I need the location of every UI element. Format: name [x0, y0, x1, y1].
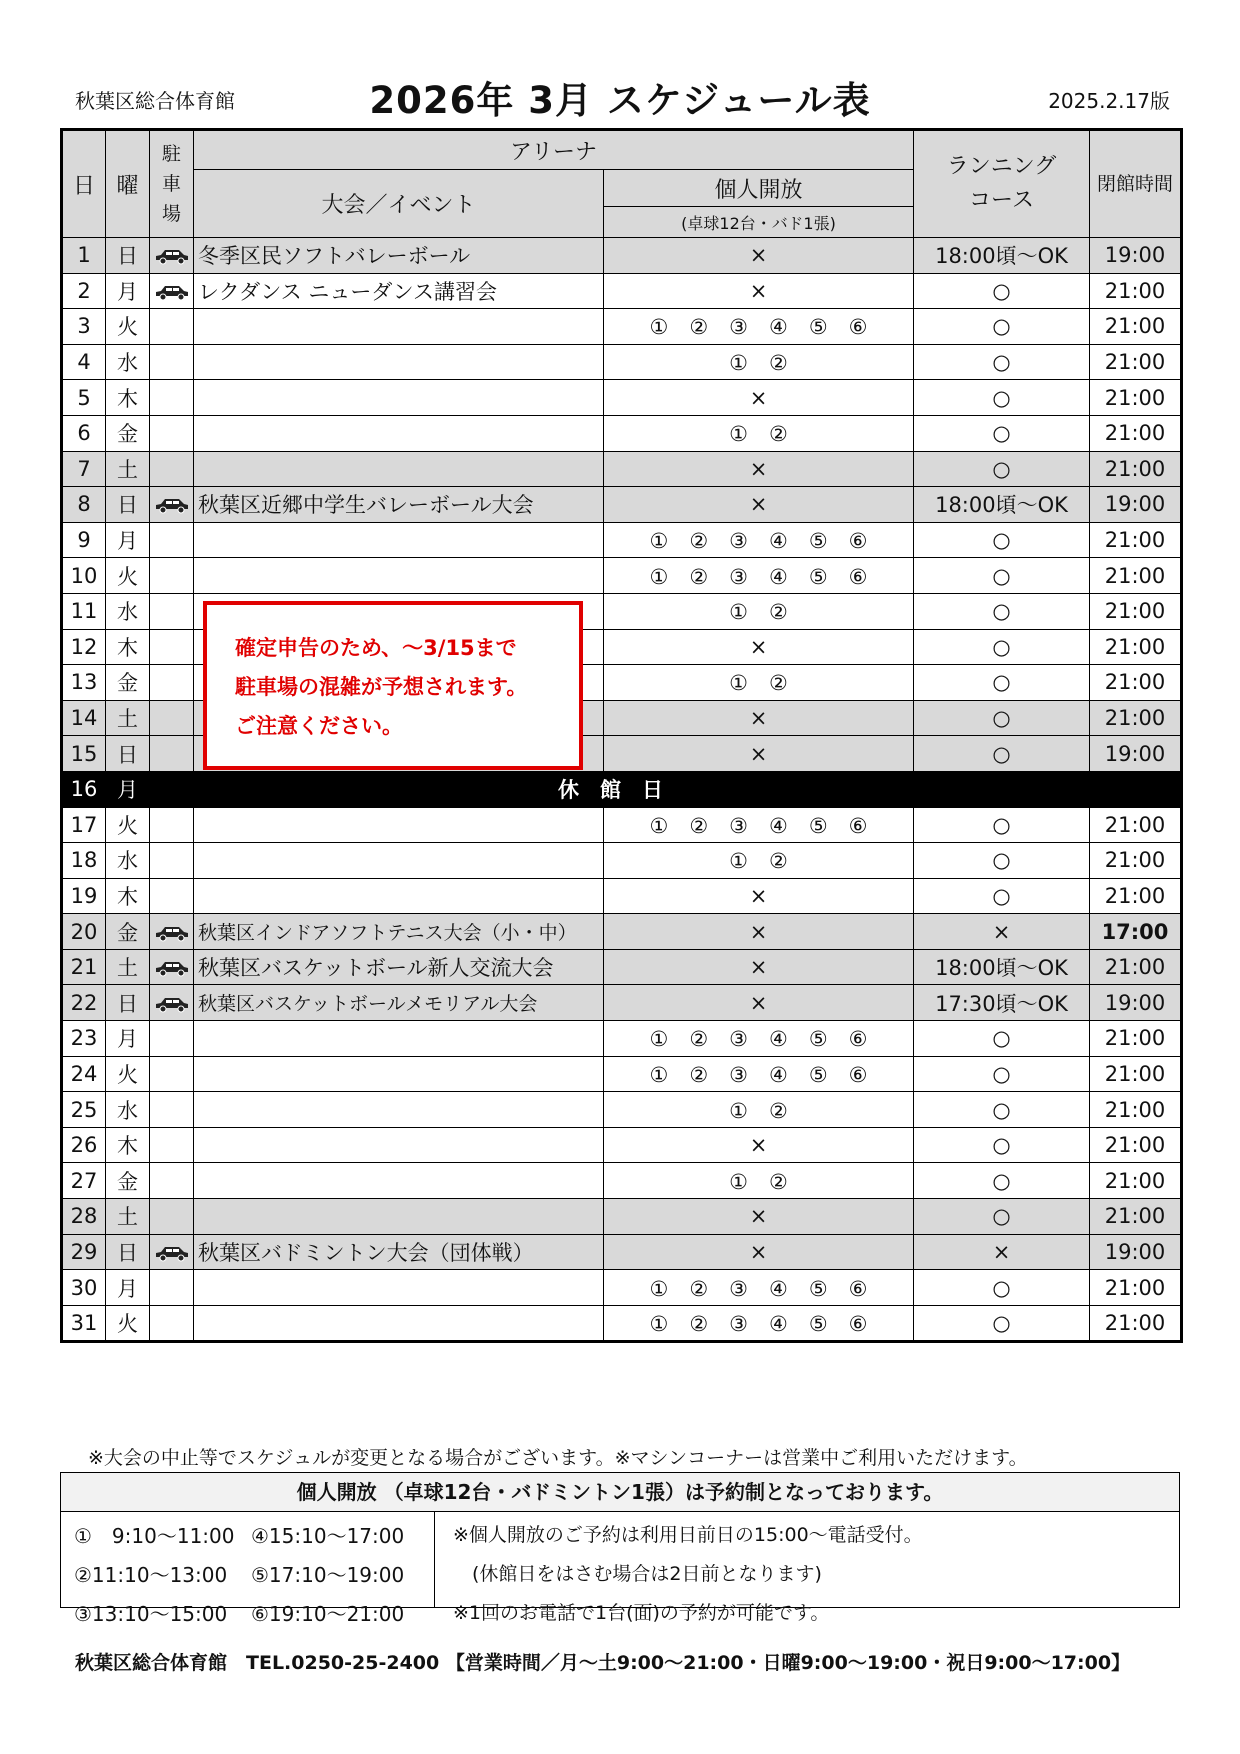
cell-weekday: 月 — [106, 1021, 150, 1057]
cell-open: × — [604, 451, 914, 487]
table-row — [62, 238, 1182, 274]
cell-event — [194, 1056, 604, 1092]
cell-weekday: 土 — [106, 1199, 150, 1235]
cell-running: ○ — [914, 344, 1090, 380]
cell-day: 23 — [62, 1021, 106, 1057]
table-row — [62, 949, 1182, 985]
cell-event — [194, 1270, 604, 1306]
table-row — [62, 1056, 1182, 1092]
cell-event — [194, 451, 604, 487]
cell-running: ○ — [914, 1199, 1090, 1235]
cell-day: 9 — [62, 522, 106, 558]
reservation-box — [60, 1472, 1180, 1626]
cell-closing: 21:00 — [1090, 1270, 1182, 1306]
cell-event — [194, 1127, 604, 1163]
notice-line: ご注意ください。 — [235, 714, 403, 738]
cell-day: 2 — [62, 273, 106, 309]
cell-closing: 21:00 — [1090, 843, 1182, 879]
cell-closing: 19:00 — [1090, 985, 1182, 1021]
cell-running: ○ — [914, 558, 1090, 594]
cell-day: 14 — [62, 700, 106, 736]
reservation-notes — [453, 1511, 923, 1633]
cell-weekday: 金 — [106, 415, 150, 451]
cell-weekday: 水 — [106, 593, 150, 629]
cell-closing: 19:00 — [1090, 1234, 1182, 1270]
cell-day: 16 — [62, 771, 106, 807]
cell-closing: 21:00 — [1090, 1199, 1182, 1235]
cell-closing: 21:00 — [1090, 1163, 1182, 1199]
cell-event — [194, 380, 604, 416]
cell-parking — [150, 380, 194, 416]
cell-day: 6 — [62, 415, 106, 451]
table-row — [62, 309, 1182, 345]
cell-parking — [150, 878, 194, 914]
cell-open: × — [604, 949, 914, 985]
cell-parking — [150, 522, 194, 558]
cell-parking — [150, 914, 194, 950]
cell-closing: 21:00 — [1090, 665, 1182, 701]
cell-weekday: 金 — [106, 914, 150, 950]
cell-day: 28 — [62, 1199, 106, 1235]
cell-open: ① ② — [604, 1092, 914, 1128]
cell-day: 27 — [62, 1163, 106, 1199]
cell-running: ○ — [914, 1092, 1090, 1128]
table-row — [62, 878, 1182, 914]
table-row — [62, 807, 1182, 843]
cell-running: ○ — [914, 593, 1090, 629]
cell-weekday: 火 — [106, 807, 150, 843]
cell-open: × — [604, 380, 914, 416]
cell-running: ○ — [914, 843, 1090, 879]
cell-day: 15 — [62, 736, 106, 772]
cell-open: × — [604, 273, 914, 309]
cell-event — [194, 878, 604, 914]
car-icon — [153, 991, 191, 1015]
table-row — [62, 1092, 1182, 1128]
cell-parking — [150, 1092, 194, 1128]
cell-parking — [150, 1127, 194, 1163]
cell-weekday: 水 — [106, 843, 150, 879]
col-day: 日 — [62, 130, 106, 238]
table-row — [62, 415, 1182, 451]
cell-running: ○ — [914, 1163, 1090, 1199]
page-title: 2026年 3月 スケジュール表 — [369, 79, 871, 122]
cell-running: 17:30頃～OK — [914, 985, 1090, 1021]
cell-event: 秋葉区バドミントン大会（団体戦） — [194, 1234, 604, 1270]
cell-open: ① ② ③ ④ ⑤ ⑥ — [604, 1056, 914, 1092]
table-row — [62, 985, 1182, 1021]
cell-event — [194, 1092, 604, 1128]
cell-event — [194, 558, 604, 594]
cell-closing: 21:00 — [1090, 273, 1182, 309]
cell-closing: 17:00 — [1090, 914, 1182, 950]
cell-parking — [150, 309, 194, 345]
slot: ④15:10～17:00 — [251, 1524, 405, 1548]
cell-open: × — [604, 985, 914, 1021]
cell-open: × — [604, 736, 914, 772]
car-icon — [153, 492, 191, 516]
cell-day: 13 — [62, 665, 106, 701]
cell-running: × — [914, 914, 1090, 950]
table-row — [62, 914, 1182, 950]
cell-parking — [150, 238, 194, 274]
cell-open: ① ② ③ ④ ⑤ ⑥ — [604, 1021, 914, 1057]
time-slots — [61, 1511, 435, 1626]
cell-weekday: 月 — [106, 273, 150, 309]
car-icon — [153, 243, 191, 267]
cell-parking — [150, 487, 194, 523]
cell-running: ○ — [914, 807, 1090, 843]
table-row — [62, 487, 1182, 523]
cell-open: ① ② ③ ④ ⑤ ⑥ — [604, 1305, 914, 1342]
cell-weekday: 日 — [106, 487, 150, 523]
cell-event — [194, 807, 604, 843]
cell-day: 17 — [62, 807, 106, 843]
cell-weekday: 月 — [106, 771, 150, 807]
cell-weekday: 日 — [106, 1234, 150, 1270]
cell-weekday: 日 — [106, 238, 150, 274]
cell-closing: 19:00 — [1090, 487, 1182, 523]
cell-day: 29 — [62, 1234, 106, 1270]
table-row — [62, 1021, 1182, 1057]
cell-parking — [150, 1270, 194, 1306]
cell-parking — [150, 344, 194, 380]
cell-event: 秋葉区インドアソフトテニス大会（小・中） — [194, 914, 604, 950]
cell-day: 18 — [62, 843, 106, 879]
cell-running: ○ — [914, 415, 1090, 451]
cell-parking — [150, 1163, 194, 1199]
cell-weekday: 火 — [106, 309, 150, 345]
cell-open: × — [604, 914, 914, 950]
cell-open: × — [604, 238, 914, 274]
cell-weekday: 月 — [106, 1270, 150, 1306]
cell-event — [194, 843, 604, 879]
cell-open: ① ② — [604, 344, 914, 380]
cell-parking — [150, 1234, 194, 1270]
notice-line: 確定申告のため、～3/15まで — [235, 636, 517, 660]
cell-closing: 21:00 — [1090, 1056, 1182, 1092]
table-row — [62, 843, 1182, 879]
table-row — [62, 273, 1182, 309]
cell-closing: 21:00 — [1090, 309, 1182, 345]
cell-day: 25 — [62, 1092, 106, 1128]
cell-running: ○ — [914, 273, 1090, 309]
cell-open: × — [604, 878, 914, 914]
col-open-sub: (卓球12台・バド1張) — [604, 207, 914, 238]
cell-day: 5 — [62, 380, 106, 416]
cell-closing: 21:00 — [1090, 522, 1182, 558]
cell-parking — [150, 949, 194, 985]
cell-closing: 21:00 — [1090, 1305, 1182, 1342]
cell-event — [194, 1199, 604, 1235]
cell-closing: 19:00 — [1090, 736, 1182, 772]
cell-event — [194, 1305, 604, 1342]
cell-closing: 21:00 — [1090, 415, 1182, 451]
cell-closing: 21:00 — [1090, 593, 1182, 629]
reservation-note: (休館日をはさむ場合は2日前となります) — [453, 1563, 822, 1585]
cell-day: 1 — [62, 238, 106, 274]
table-row — [62, 1305, 1182, 1342]
cell-parking — [150, 700, 194, 736]
cell-closing: 21:00 — [1090, 1092, 1182, 1128]
cell-open: × — [604, 1127, 914, 1163]
cell-open: ① ② — [604, 665, 914, 701]
cell-weekday: 木 — [106, 878, 150, 914]
table-row — [62, 522, 1182, 558]
table-row — [62, 1199, 1182, 1235]
cell-open: × — [604, 700, 914, 736]
cell-weekday: 木 — [106, 380, 150, 416]
cell-day: 21 — [62, 949, 106, 985]
cell-open: ① ② — [604, 593, 914, 629]
table-row — [62, 771, 1182, 807]
reservation-note: ※個人開放のご予約は利用日前日の15:00～電話受付。 — [453, 1524, 923, 1546]
cell-closing: 21:00 — [1090, 629, 1182, 665]
cell-parking — [150, 273, 194, 309]
cell-parking — [150, 1021, 194, 1057]
table-row — [62, 1127, 1182, 1163]
cell-running: ○ — [914, 1305, 1090, 1342]
cell-weekday: 火 — [106, 1056, 150, 1092]
cell-weekday: 水 — [106, 344, 150, 380]
col-event: 大会／イベント — [194, 170, 604, 238]
car-icon — [153, 920, 191, 944]
table-row — [62, 558, 1182, 594]
cell-event: 冬季区民ソフトバレーボール — [194, 238, 604, 274]
table-row — [62, 1234, 1182, 1270]
cell-day: 26 — [62, 1127, 106, 1163]
cell-open: ① ② ③ ④ ⑤ ⑥ — [604, 807, 914, 843]
cell-closing: 21:00 — [1090, 878, 1182, 914]
cell-closing: 21:00 — [1090, 558, 1182, 594]
cell-event — [194, 1021, 604, 1057]
cell-weekday: 火 — [106, 1305, 150, 1342]
cell-day: 10 — [62, 558, 106, 594]
cell-running: ○ — [914, 629, 1090, 665]
cell-closing: 21:00 — [1090, 700, 1182, 736]
cell-parking — [150, 593, 194, 629]
cell-parking — [150, 665, 194, 701]
cell-running: 18:00頃～OK — [914, 238, 1090, 274]
cell-day: 19 — [62, 878, 106, 914]
cell-running: ○ — [914, 1056, 1090, 1092]
cell-parking — [150, 415, 194, 451]
cell-event — [194, 1163, 604, 1199]
cell-running: ○ — [914, 878, 1090, 914]
cell-parking — [150, 1056, 194, 1092]
slot-row — [74, 1517, 434, 1556]
cell-day: 7 — [62, 451, 106, 487]
footer-contact: 秋葉区総合体育館 TEL.0250-25-2400 【営業時間／月～土9:00～21:00・日曜9:00～19:00・祝日9:00～17:00】 — [75, 1652, 1131, 1674]
col-parking: 駐 車 場 — [150, 130, 194, 238]
cell-closing: 21:00 — [1090, 949, 1182, 985]
table-row — [62, 380, 1182, 416]
notice-line: 駐車場の混雑が予想されます。 — [235, 675, 528, 699]
cell-event — [194, 309, 604, 345]
table-row — [62, 1163, 1182, 1199]
cell-open: ① ② — [604, 1163, 914, 1199]
cell-open: ① ② ③ ④ ⑤ ⑥ — [604, 558, 914, 594]
slot: ① 9:10～11:00 — [74, 1524, 235, 1548]
cell-parking — [150, 985, 194, 1021]
cell-weekday: 金 — [106, 665, 150, 701]
slot: ③13:10～15:00 — [74, 1602, 228, 1626]
schedule-rows — [62, 238, 1182, 1342]
cell-day: 11 — [62, 593, 106, 629]
cell-open: × — [604, 487, 914, 523]
cell-parking — [150, 736, 194, 772]
cell-day: 30 — [62, 1270, 106, 1306]
cell-open: ① ② — [604, 843, 914, 879]
cell-event: 秋葉区バスケットボール新人交流大会 — [194, 949, 604, 985]
table-row — [62, 451, 1182, 487]
cell-weekday: 土 — [106, 451, 150, 487]
slot: ⑥19:10～21:00 — [251, 1602, 405, 1626]
cell-open: ① ② ③ ④ ⑤ ⑥ — [604, 1270, 914, 1306]
cell-open: ① ② ③ ④ ⑤ ⑥ — [604, 522, 914, 558]
col-arena: アリーナ — [194, 130, 914, 170]
cell-day: 22 — [62, 985, 106, 1021]
cell-running: × — [914, 1234, 1090, 1270]
cell-parking — [150, 629, 194, 665]
cell-event: 秋葉区バスケットボールメモリアル大会 — [194, 985, 604, 1021]
slot-row — [74, 1595, 434, 1634]
cell-weekday: 月 — [106, 522, 150, 558]
closed-day-label: 休 館 日 — [150, 771, 1182, 807]
cell-weekday: 土 — [106, 700, 150, 736]
cell-parking — [150, 843, 194, 879]
slot-row — [74, 1556, 434, 1595]
cell-event: 秋葉区近郷中学生バレーボール大会 — [194, 487, 604, 523]
cell-closing: 21:00 — [1090, 344, 1182, 380]
cell-running: ○ — [914, 1021, 1090, 1057]
cell-weekday: 火 — [106, 558, 150, 594]
cell-parking — [150, 807, 194, 843]
cell-parking — [150, 1305, 194, 1342]
cell-parking — [150, 451, 194, 487]
cell-closing: 21:00 — [1090, 807, 1182, 843]
cell-weekday: 日 — [106, 736, 150, 772]
col-running: ランニング コース — [914, 130, 1090, 238]
facility-name: 秋葉区総合体育館 — [75, 89, 235, 113]
car-icon — [153, 955, 191, 979]
reservation-heading: 個人開放 （卓球12台・バドミントン1張）は予約制となっております。 — [61, 1473, 1179, 1512]
cell-closing: 21:00 — [1090, 380, 1182, 416]
cell-event: レクダンス ニューダンス講習会 — [194, 273, 604, 309]
cell-weekday: 金 — [106, 1163, 150, 1199]
cell-weekday: 土 — [106, 949, 150, 985]
cell-day: 20 — [62, 914, 106, 950]
col-weekday: 曜 — [106, 130, 150, 238]
parking-notice — [203, 601, 583, 770]
cell-running: ○ — [914, 1127, 1090, 1163]
table-row — [62, 1270, 1182, 1306]
cell-event — [194, 415, 604, 451]
cell-day: 4 — [62, 344, 106, 380]
cell-day: 24 — [62, 1056, 106, 1092]
cell-open: ① ② ③ ④ ⑤ ⑥ — [604, 309, 914, 345]
cell-running: ○ — [914, 665, 1090, 701]
col-closing: 閉館時間 — [1090, 130, 1182, 238]
table-row — [62, 344, 1182, 380]
reservation-note: ※1回のお電話で1台(面)の予約が可能です。 — [453, 1602, 830, 1624]
car-icon — [153, 279, 191, 303]
cell-parking — [150, 558, 194, 594]
cell-day: 31 — [62, 1305, 106, 1342]
cell-running: 18:00頃～OK — [914, 487, 1090, 523]
cell-running: ○ — [914, 736, 1090, 772]
col-open: 個人開放 — [604, 170, 914, 207]
cell-running: 18:00頃～OK — [914, 949, 1090, 985]
cell-weekday: 水 — [106, 1092, 150, 1128]
cell-event — [194, 344, 604, 380]
cell-closing: 19:00 — [1090, 238, 1182, 274]
cell-running: ○ — [914, 522, 1090, 558]
cell-weekday: 木 — [106, 629, 150, 665]
cell-day: 12 — [62, 629, 106, 665]
slot: ⑤17:10～19:00 — [251, 1563, 405, 1587]
cell-open: ① ② — [604, 415, 914, 451]
cell-event — [194, 522, 604, 558]
cell-open: × — [604, 629, 914, 665]
car-icon — [153, 1240, 191, 1264]
cell-running: ○ — [914, 700, 1090, 736]
cell-weekday: 日 — [106, 985, 150, 1021]
cell-closing: 21:00 — [1090, 1127, 1182, 1163]
cell-weekday: 木 — [106, 1127, 150, 1163]
cell-running: ○ — [914, 1270, 1090, 1306]
version-label: 2025.2.17版 — [1048, 89, 1170, 113]
cell-open: × — [604, 1234, 914, 1270]
cell-open: × — [604, 1199, 914, 1235]
cell-closing: 21:00 — [1090, 1021, 1182, 1057]
cell-day: 8 — [62, 487, 106, 523]
cell-parking — [150, 1199, 194, 1235]
cell-closing: 21:00 — [1090, 451, 1182, 487]
cell-day: 3 — [62, 309, 106, 345]
schedule-note: ※大会の中止等でスケジュルが変更となる場合がございます。※マシンコーナーは営業中ご利用いただけます。 — [88, 1447, 1028, 1469]
slot: ②11:10～13:00 — [74, 1563, 228, 1587]
cell-running: ○ — [914, 451, 1090, 487]
cell-running: ○ — [914, 380, 1090, 416]
cell-running: ○ — [914, 309, 1090, 345]
